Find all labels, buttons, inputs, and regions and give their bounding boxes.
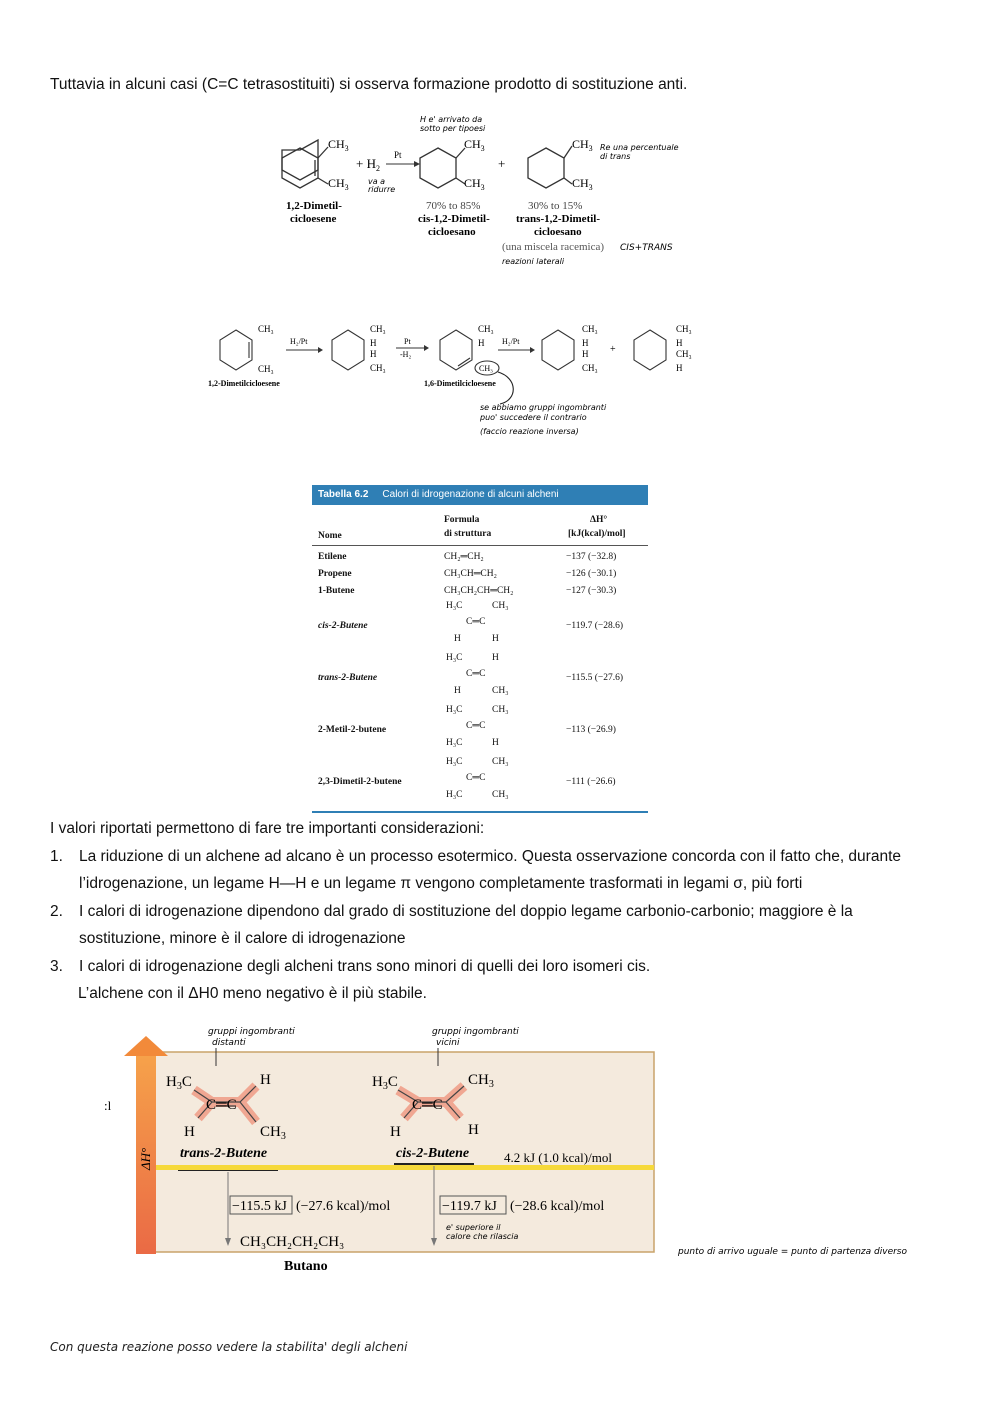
row-name: 1-Butene — [318, 586, 355, 596]
h-label: H — [676, 363, 683, 373]
cis-name: cis-1,2-Dimetil- — [418, 213, 490, 225]
axis-arrowhead — [124, 1036, 168, 1056]
trans-kcal: (−27.6 kcal)/mol — [296, 1199, 391, 1214]
considerations-intro: I valori riportati permettono di fare tre importanti considerazioni: — [50, 820, 485, 837]
trans-name: trans-2-Butene — [180, 1146, 268, 1161]
row-formula: CH₃CH₂CH═CH₂ — [444, 586, 514, 596]
cis-kcal: (−28.6 kcal)/mol — [510, 1199, 605, 1214]
intro-text: Tuttavia in alcuni casi (C=C tetrasostituiti) si osserva formazione prodotto di sostituzione anti. — [50, 76, 688, 93]
substituent: CH₃ — [492, 601, 509, 611]
list-number: 3. — [50, 957, 63, 975]
plus-sign: + — [610, 344, 616, 355]
start-name: 1,2-Dimetilcicloesene — [208, 379, 280, 388]
cis-value: −119.7 kJ — [442, 1199, 497, 1214]
ch3-label: CH₃ — [582, 324, 598, 334]
trans-name: trans-1,2-Dimetil- — [516, 213, 601, 225]
substituent: H — [492, 738, 499, 748]
note-arrow — [498, 372, 513, 404]
table-row — [312, 584, 648, 601]
ch3-label: $CH_3$ — [328, 176, 349, 192]
col-name: Nome — [318, 531, 342, 541]
h-label: H — [582, 349, 589, 359]
table-title: Calori di idrogenazione di alcuni alcheni — [382, 489, 559, 500]
considerations — [50, 815, 909, 1008]
trans-value: −115.5 kJ — [232, 1199, 287, 1214]
cis-percent: 70% to 85% — [426, 200, 481, 212]
row-name: trans-2-Butene — [318, 673, 378, 683]
gap-label: 4.2 kJ (1.0 kcal)/mol — [504, 1150, 612, 1165]
ch3-label: CH₃ — [676, 349, 692, 359]
row-dh: −111 (−26.6) — [566, 777, 616, 787]
note-side-reactions: reazioni laterali — [502, 257, 565, 266]
row-name: 2,3-Dimetil-2-butene — [318, 777, 402, 787]
note-h-arrives: sotto per tipoesi — [420, 124, 486, 133]
butane-name: Butano — [284, 1259, 328, 1274]
energy-diagram — [100, 1020, 940, 1280]
substituent: H₃C — [446, 653, 463, 663]
note-line: se abbiamo gruppi ingombranti — [480, 403, 607, 412]
step2-bottom: -H₂ — [400, 350, 412, 359]
ch3-label: $CH_3$ — [468, 1072, 494, 1090]
h-label: H — [478, 338, 485, 348]
substituent: H — [492, 634, 499, 644]
list-item — [50, 953, 909, 981]
catalyst-label: Pt — [394, 150, 402, 160]
h2-reagent: + $H_2$ — [356, 156, 380, 173]
h3c-label: $H_3C$ — [372, 1074, 398, 1092]
step1-label: H₂/Pt — [290, 337, 308, 346]
note-line: puo' succedere il contrario — [480, 413, 587, 422]
cis-product-structure — [420, 148, 465, 188]
h-label: H — [582, 338, 589, 348]
ch3-label: CH₃ — [676, 324, 692, 334]
product-ring-2 — [634, 330, 666, 370]
h-label: H — [260, 1072, 271, 1088]
note-higher: calore che rilascia — [446, 1232, 519, 1241]
list-item — [50, 843, 909, 898]
note-close: gruppi ingombranti — [432, 1027, 519, 1037]
product-ring-1 — [542, 330, 574, 370]
substituent: CH₃ — [492, 705, 509, 715]
c-eq-c: C═C — [412, 1097, 443, 1113]
note-reduce: ridurre — [368, 185, 396, 194]
note-reduce: va a — [368, 177, 386, 186]
double-bond: C═C — [466, 669, 486, 679]
substituent: CH₃ — [492, 790, 509, 800]
list-item — [50, 898, 909, 953]
considerations-tail: L’alchene con il ΔH0 meno negativo è il più stabile. — [78, 985, 427, 1002]
ch3-label: $CH_3$ — [328, 137, 349, 153]
intermediate-ring-2 — [440, 330, 472, 370]
cis-name: cicloesano — [428, 226, 476, 238]
h-label: H — [390, 1124, 401, 1140]
row-dh: −126 (−30.1) — [566, 569, 617, 579]
step2-top: Pt — [404, 337, 411, 346]
substituent: H₃C — [446, 738, 463, 748]
reactant-name: cicloesene — [290, 213, 337, 225]
intermediate-ring-1 — [332, 330, 364, 370]
row-dh: −119.7 (−28.6) — [566, 621, 624, 631]
list-text: I calori di idrogenazione degli alcheni trans sono minori di quelli dei loro isomeri cis. — [79, 957, 651, 975]
double-bond: C═C — [466, 773, 486, 783]
note-distant: distanti — [212, 1038, 246, 1048]
ch3-label: $CH_3$ — [464, 176, 485, 192]
trans-percent: 30% to 15% — [528, 200, 583, 212]
substituent: H₃C — [446, 705, 463, 715]
double-bond: C═C — [466, 721, 486, 731]
ch3-label: $CH_3$ — [260, 1124, 286, 1142]
row-name: Etilene — [318, 552, 347, 562]
substituent: H — [492, 653, 499, 663]
list-text: La riduzione di un alchene ad alcano è un processo esotermico. Questa osservazione concorda con il fatto che, durante l’idrogenazione, un legame H—H e un legame π vengono completamente trasformati in legami σ, più forti — [79, 847, 902, 892]
table-label: Tabella 6.2 — [318, 489, 369, 500]
ch3-label: CH₃ — [478, 324, 494, 334]
row-dh: −127 (−30.3) — [566, 586, 617, 596]
ch3-label: CH₃ — [370, 324, 386, 334]
row-name: 2-Metil-2-butene — [318, 725, 387, 735]
dimethylcyclohexene-structure — [282, 140, 328, 188]
h-label: H — [468, 1122, 479, 1138]
racemic-label: (una miscela racemica) — [502, 241, 604, 253]
list-number: 1. — [50, 847, 63, 865]
table-row — [312, 705, 648, 757]
table-bottom-rule — [312, 811, 648, 813]
step3-label: H₂/Pt — [502, 337, 520, 346]
note-h-arrives: H e' arrivato da — [420, 115, 483, 124]
table-row — [312, 601, 648, 653]
row-formula: CH₃CH═CH₂ — [444, 569, 497, 579]
row-dh: −115.5 (−27.6) — [566, 673, 624, 683]
mid-name: 1,6-Dimetilcicloesene — [424, 379, 496, 388]
note-cis-trans: CIS+TRANS — [620, 243, 673, 253]
substituent: H₃C — [446, 601, 463, 611]
reaction-2-scheme — [200, 316, 700, 442]
note-low-trans: di trans — [600, 152, 631, 161]
h-label: H — [370, 349, 377, 359]
table-header — [312, 505, 648, 546]
ch3-label: CH₃ — [370, 363, 386, 373]
col-formula: di struttura — [444, 529, 492, 539]
double-bond: C═C — [466, 617, 486, 627]
axis-label: ΔH° — [138, 1147, 153, 1170]
h-label: H — [184, 1124, 195, 1140]
hydrogenation-table — [312, 485, 648, 813]
reactant-name: 1,2-Dimetil- — [286, 200, 342, 212]
h-label: H — [370, 338, 377, 348]
butane-formula: CH₃CH₂CH₂CH₃ — [240, 1234, 345, 1250]
ch3-label: CH₃ — [258, 364, 274, 374]
ch3-label: CH₃ — [258, 324, 274, 334]
substituent: H — [454, 634, 461, 644]
note-arrival: punto di arrivo uguale = punto di partenza diverso — [678, 1247, 907, 1257]
ch3-label: $CH_3$ — [464, 137, 485, 153]
ch3-label: CH₃ — [582, 363, 598, 373]
table-row — [312, 567, 648, 584]
trans-name: cicloesano — [534, 226, 582, 238]
note-higher: e' superiore il — [446, 1223, 501, 1232]
row-formula: CH₂═CH₂ — [444, 552, 484, 562]
trans-product-structure — [528, 146, 572, 188]
reaction-1-scheme — [270, 112, 710, 272]
col-formula: Formula — [444, 515, 480, 525]
table-row — [312, 653, 648, 705]
list-number: 2. — [50, 902, 63, 920]
table-row — [312, 757, 648, 809]
note-line: (faccio reazione inversa) — [480, 427, 579, 436]
ch3-label: CH₃ — [479, 364, 493, 373]
note-close: vicini — [436, 1038, 460, 1048]
table-row — [312, 550, 648, 567]
row-dh: −113 (−26.9) — [566, 725, 616, 735]
substituent: CH₃ — [492, 686, 509, 696]
start-ring — [220, 330, 252, 370]
gap-level-band — [156, 1165, 654, 1170]
col-dh: ΔH° — [590, 515, 608, 525]
row-dh: −137 (−32.8) — [566, 552, 617, 562]
substituent: H — [454, 686, 461, 696]
row-name: cis-2-Butene — [318, 621, 368, 631]
c-eq-c: C═C — [206, 1097, 237, 1113]
plus-sign: + — [498, 156, 506, 171]
cis-name: cis-2-Butene — [396, 1146, 470, 1161]
row-name: Propene — [318, 569, 352, 579]
list-text: I calori di idrogenazione dipendono dal grado di sostituzione del doppio legame carbonio-carbonio; maggiore è la sostituzione, minore è il calore di idrogenazione — [79, 902, 853, 947]
h-label: H — [676, 338, 683, 348]
footer-note: Con questa reazione posso vedere la stabilita' degli alcheni — [50, 1340, 408, 1354]
col-dh: [kJ(kcal)/mol] — [568, 529, 626, 539]
substituent: CH₃ — [492, 757, 509, 767]
ch3-label: $CH_3$ — [572, 137, 593, 153]
note-low-trans: Re una percentuale — [600, 143, 679, 152]
margin-mark: :l — [104, 1098, 112, 1113]
note-distant: gruppi ingombranti — [208, 1027, 295, 1037]
substituent: H₃C — [446, 790, 463, 800]
table-title-bar — [312, 485, 648, 505]
ch3-label: $CH_3$ — [572, 176, 593, 192]
h3c-label: $H_3C$ — [166, 1074, 192, 1092]
substituent: H₃C — [446, 757, 463, 767]
